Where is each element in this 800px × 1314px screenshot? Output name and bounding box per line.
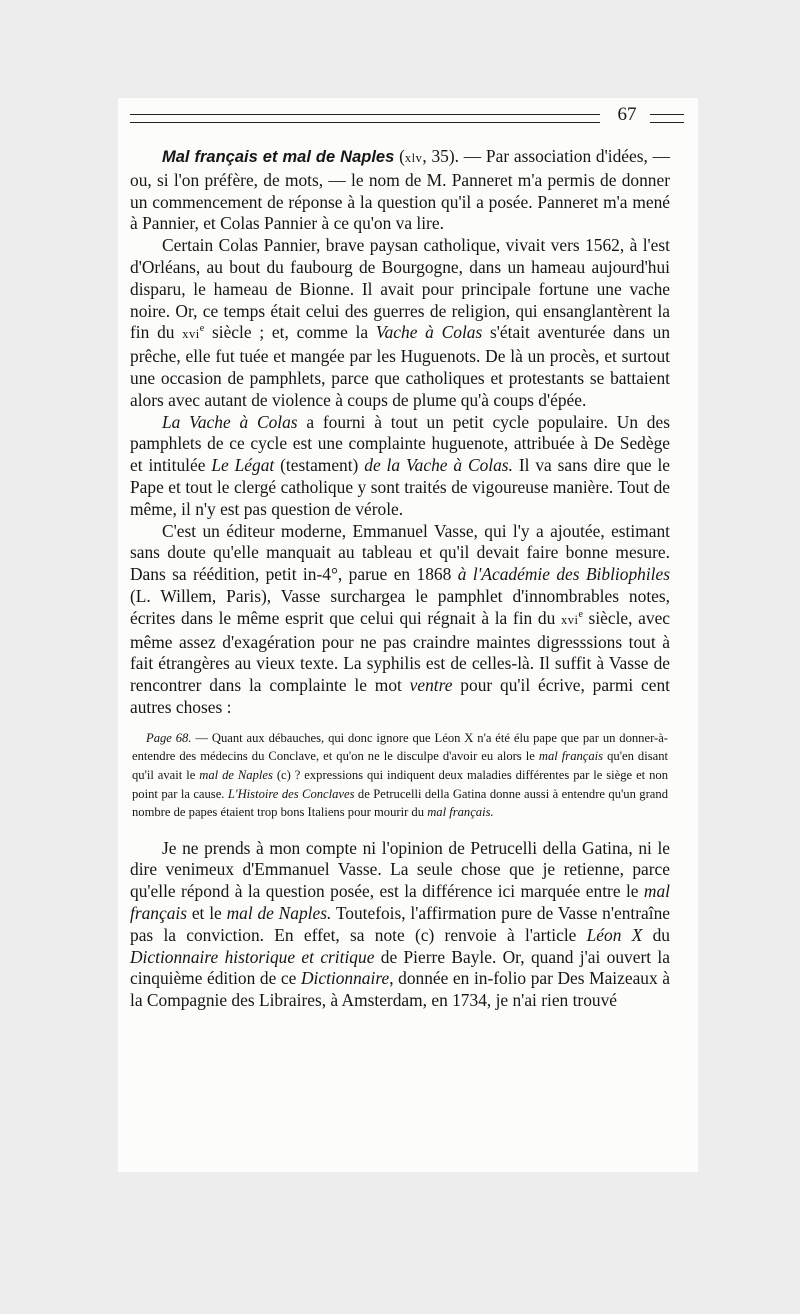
- quoted-note: [130, 729, 670, 822]
- paragraph-3: [130, 412, 670, 521]
- book-page: [118, 98, 698, 1172]
- note-text-d: de Petrucelli della Gatina donne aussi à entendre qu'un grand nombre de papes étaient trop bons Italiens pour mourir du: [132, 786, 668, 820]
- page-number: 67: [617, 104, 637, 125]
- italic-la-vache-a-colas: La Vache à Colas: [162, 411, 298, 432]
- italic-le-legat: Le Légat: [211, 455, 275, 476]
- header-rule-left: [130, 114, 600, 123]
- italic-mal-de-naples: mal de Naples.: [226, 903, 332, 924]
- paragraph-5-text-c: Toutefois, l'affirmation pure de Vasse n'entraîne pas la conviction. En effet, sa note (c) renvoie à l'article: [130, 903, 670, 945]
- italic-vache-a-colas: Vache à Colas: [375, 322, 483, 343]
- paragraph-2: [130, 235, 670, 411]
- century-numeral: xvi: [182, 327, 200, 342]
- italic-dictionnaire: Dictionnaire: [300, 968, 390, 989]
- reference-volume: xlv: [404, 151, 423, 165]
- paragraph-4: [130, 521, 670, 719]
- paragraph-2-text-b: siècle ; et, comme la: [204, 322, 376, 343]
- paragraph-2-text-c: s'était aventurée dans un prêche, elle fut tuée et mangée par les Huguenots. De là un procès, et surtout une occasion de pamphlets, parce que catholiques et protestants se battaient alors avec autant de violence à coups de plume qu'à coups d'épée.: [130, 322, 671, 410]
- page-body: [130, 146, 670, 1012]
- italic-leon-x: Léon X: [586, 924, 643, 945]
- note-italic-mal-de-naples: mal de Naples: [199, 767, 273, 782]
- page-header: [130, 104, 670, 132]
- note-italic-mal-francais-2: mal français.: [427, 805, 494, 820]
- paragraph-5-text-a: Je ne prends à mon compte ni l'opinion de Petrucelli della Gatina, ni le dire venimeux d'Emmanuel Vasse. La seule chose que je retienne, parce qu'elle répond à la question posée, est la différence ici marquée entre le: [130, 837, 670, 902]
- italic-academie: à l'Académie des Bibliophiles: [457, 564, 670, 585]
- paragraph-4-text-d: pour qu'il écrive, parmi cent autres choses :: [130, 675, 670, 717]
- note-text-c: (c) ? expressions qui indiquent deux maladies différentes par le siège et non point par la cause.: [132, 767, 669, 801]
- header-rule-right: [650, 114, 684, 123]
- paragraph-4-text-a: C'est un éditeur moderne, Emmanuel Vasse, qui l'y a ajoutée, estimant sans doute qu'elle manquait au tableau et qu'il devait faire bonne mesure. Dans sa réédition, petit in-4°, parue en 1868: [130, 520, 670, 585]
- italic-dictionnaire-historique: Dictionnaire historique et critique: [130, 946, 375, 967]
- paragraph-3-text-a: a fourni à tout un petit cycle populaire. Un des pamphlets de ce cycle est une complainte huguenote, attribuée à De Sedège et intitulée: [130, 411, 670, 476]
- paragraph-5-text-e: de Pierre Bayle. Or, quand j'ai ouvert la cinquième édition de ce: [130, 946, 670, 989]
- paragraph-4-text-c: siècle, avec même assez d'exagération pour ne pas craindre maintes digresssions tout à fait étrangères au vieux texte. La syphilis est de celles-là. Il suffit à Vasse de rencontrer dans la complainte le mot: [130, 607, 671, 696]
- paragraph-2-text-a: Certain Colas Pannier, brave paysan catholique, vivait vers 1562, à l'est d'Orléans, au bout du faubourg de Bourgogne, dans un hameau aujourd'hui disparu, le hameau de Bionne. Il avait pour principale fortune une vache noire. Or, ce temps était celui des guerres de religion, qui ensanglantèrent la fin du: [130, 235, 670, 343]
- note-text-a: — Quant aux débauches, qui donc ignore que Léon X n'a été élu pape que par un donner-à-entendre des médecins du Conclave, et qu'on ne le disculpe d'avoir eu alors le: [132, 730, 668, 764]
- century-superscript-2: e: [578, 608, 583, 620]
- paragraph-4-text-b: (L. Willem, Paris), Vasse surchargea le pamphlet d'innombrables notes, écrites dans le même esprit que celui qui régnait à la fin du: [130, 585, 670, 628]
- note-text: [132, 729, 668, 822]
- paragraph-1-text: , 35). — Par association d'idées, — ou, si l'on préfère, de mots, — le nom de M. Panneret m'a permis de donner un commencement de réponse à la question qu'il a posée. Panneret m'a mené à Pannier, et Colas Pannier à ce qu'on va lire.: [130, 146, 670, 234]
- century-numeral-2: xvi: [560, 612, 579, 627]
- note-italic-histoire: L'Histoire des Conclaves: [227, 786, 355, 801]
- note-italic-mal-francais: mal français: [538, 749, 604, 764]
- paragraph-3-text-b: (testament): [274, 455, 365, 476]
- italic-ventre: ventre: [409, 675, 453, 696]
- note-page-ref: Page 68.: [146, 730, 192, 745]
- paragraph-5-text-f: , donnée en in-folio par Des Maizeaux à la Compagnie des Libraires, à Amsterdam, en 1734, je n'ai rien trouvé: [130, 968, 670, 1011]
- note-text-b: qu'en disant qu'il avait le: [132, 749, 668, 782]
- century-superscript: e: [199, 323, 205, 335]
- reference-open: (: [399, 146, 405, 166]
- paragraph-1: [130, 146, 670, 235]
- paragraph-5: [130, 838, 670, 1012]
- paragraph-5-text-d: du: [642, 924, 670, 945]
- italic-mal-francais: mal français: [130, 881, 670, 924]
- paragraph-3-text-c: Il va sans dire que le Pape et tout le clergé catholique y sont traités de vigoureuse manière. Tout de même, il n'y est pas question de vérole.: [130, 455, 670, 519]
- paragraph-5-text-b: et le: [187, 903, 227, 924]
- italic-de-la-vache: de la Vache à Colas.: [364, 455, 513, 476]
- article-title: Mal français et mal de Naples: [162, 148, 395, 166]
